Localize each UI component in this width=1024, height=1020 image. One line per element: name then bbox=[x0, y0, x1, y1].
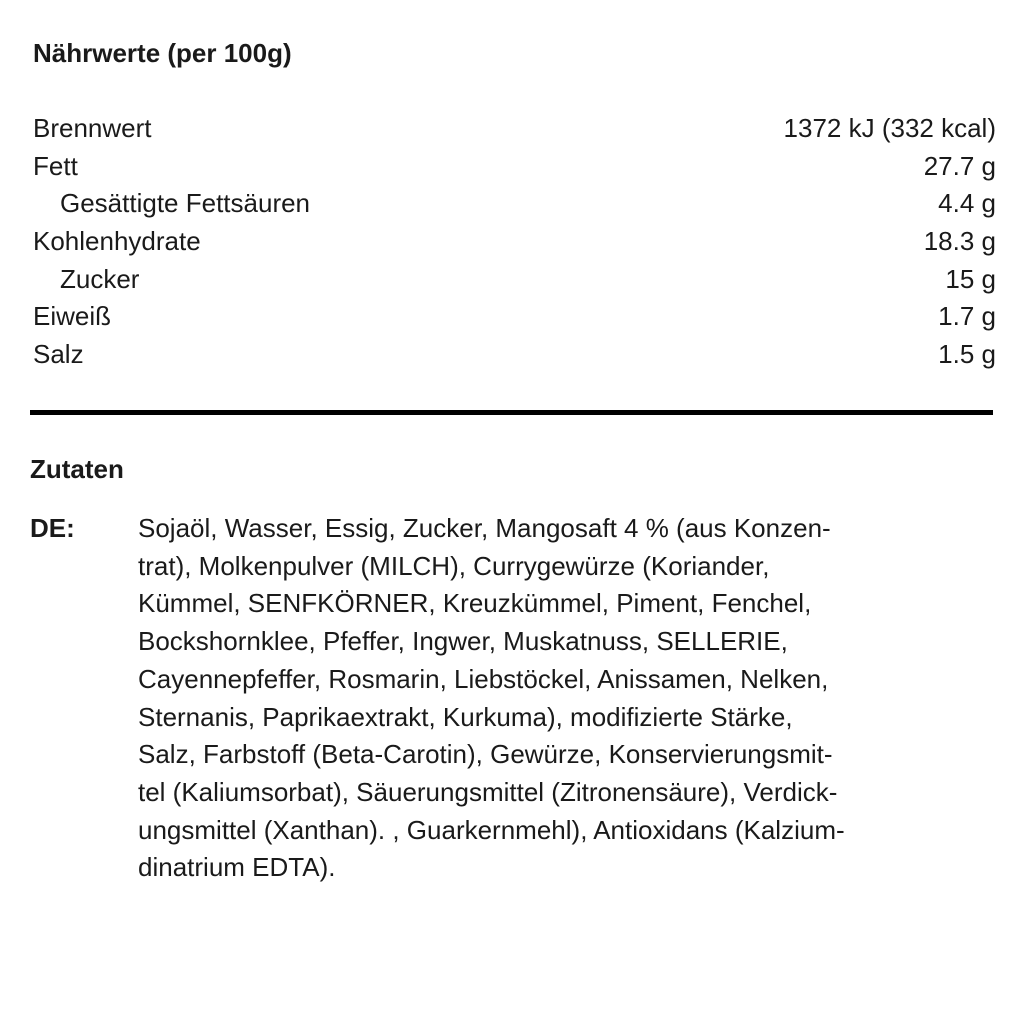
ingredients-title: Zutaten bbox=[30, 454, 124, 484]
nutrient-name: Salz bbox=[33, 339, 84, 370]
nutrition-title: Nährwerte (per 100g) bbox=[33, 38, 292, 68]
nutrient-value: 1.7 g bbox=[938, 301, 996, 332]
nutrient-name: Kohlenhydrate bbox=[33, 226, 201, 257]
ingredients-text: Sojaöl, Wasser, Essig, Zucker, Mangosaft 4 % (aus Konzen- trat), Molkenpulver (MILCH), Currygewürze (Koriander, Kümmel, SENFKÖRNER, Kreuzkümmel, Piment, Fenchel, Bockshornklee, Pfeffer, Ingwer, Muskatnuss, SELLERIE, Cayennepfeffer, Rosmarin, Liebstöckel, Anissamen, Nelken, Sternanis, Paprikaextrakt, Kurkuma), modifizierte Stärke, Salz, Farbstoff (Beta-Carotin), Gewürze, Konservierungsmit- tel (Kaliumsorbat), Säuerungsmittel (Zitronensäure), Verdick- ungsmittel (Xanthan). , Guarkernmehl), Antioxidans (Kalzium- dinatrium EDTA). bbox=[138, 513, 845, 883]
nutrient-name: Brennwert bbox=[33, 113, 152, 143]
nutrition-row-brennwert bbox=[33, 110, 996, 148]
nutrition-row-kohlenhydrate bbox=[33, 223, 996, 261]
nutrient-value: 15 g bbox=[945, 263, 996, 294]
nutrition-table bbox=[33, 110, 996, 374]
nutrition-row-gesaettigte-fettsaeuren bbox=[33, 185, 996, 223]
nutrition-row-eiweiss bbox=[33, 298, 996, 336]
nutrient-name: Eiweiß bbox=[33, 301, 112, 332]
nutrient-value: 27.7 g bbox=[923, 150, 996, 181]
nutrition-row-salz bbox=[33, 336, 996, 374]
nutrient-value: 4.4 g bbox=[938, 188, 996, 219]
nutrient-value: 1372 kJ (332 kcal) bbox=[783, 113, 996, 143]
nutrient-name: Fett bbox=[33, 150, 78, 181]
nutrient-name: Gesättigte Fettsäuren bbox=[60, 188, 311, 219]
nutrient-name: Zucker bbox=[60, 263, 140, 294]
section-divider bbox=[30, 410, 993, 415]
nutrient-value: 1.5 g bbox=[938, 339, 996, 370]
nutrient-value: 18.3 g bbox=[923, 226, 996, 257]
language-label: DE: bbox=[30, 513, 75, 543]
nutrition-row-fett bbox=[33, 148, 996, 186]
nutrition-row-zucker bbox=[33, 261, 996, 299]
